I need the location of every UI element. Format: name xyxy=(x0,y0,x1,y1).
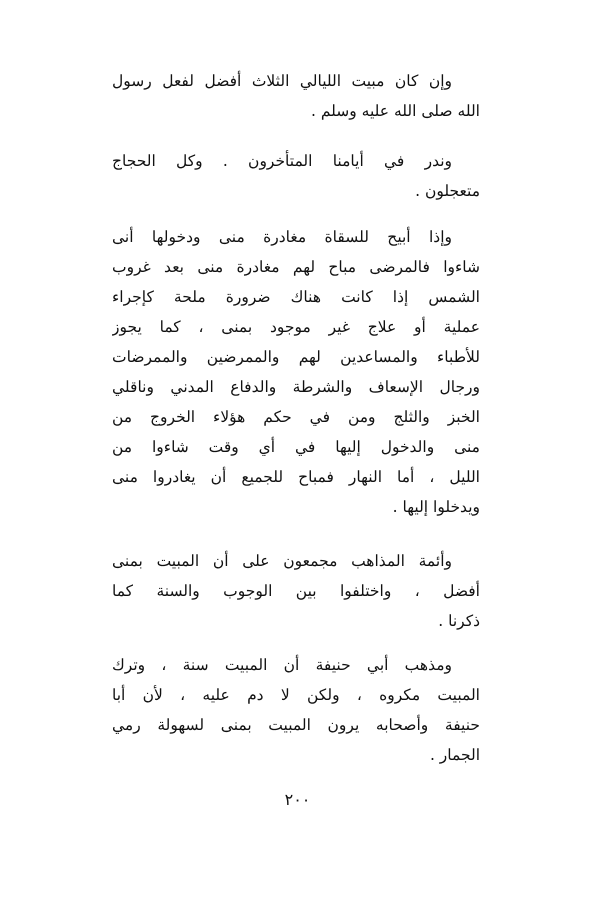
paragraph-line: الخبز والثلج ومن في حكم هؤلاء الخروج من xyxy=(112,408,480,426)
paragraph-line: الجمار . xyxy=(429,746,480,764)
paragraph-line: عملية أو علاج غير موجود بمنى ، كما يجوز xyxy=(112,318,480,336)
page-number: ٢٠٠ xyxy=(284,790,311,809)
paragraph-line: وإن كان مبيت الليالي الثلاث أفضل لفعل رسول xyxy=(112,72,452,90)
paragraph-line: ذكرنا . xyxy=(438,612,480,630)
paragraph-line: ومذهب أبي حنيفة أن المبيت سنة ، وترك xyxy=(112,656,452,674)
paragraph-4 xyxy=(112,546,480,636)
paragraph-line: الله صلى الله عليه وسلم . xyxy=(310,102,480,120)
paragraph-line: أفضل ، واختلفوا بين الوجوب والسنة كما xyxy=(112,582,480,600)
paragraph-line: ويدخلوا إليها . xyxy=(392,498,480,516)
paragraph-line: المبيت مكروه ، ولكن لا دم عليه ، لأن أبا xyxy=(112,686,480,704)
paragraph-line: للأطباء والمساعدين لهم والممرضين والممرضات xyxy=(112,348,480,366)
paragraph-1 xyxy=(112,66,480,126)
paragraph-line: الليل ، أما النهار فمباح للجميع أن يغادروا منى xyxy=(112,468,480,486)
paragraph-2 xyxy=(112,146,480,206)
paragraph-line: الشمس إذا كانت هناك ضرورة ملحة كإجراء xyxy=(112,288,480,306)
paragraph-3 xyxy=(112,222,480,522)
paragraph-line: وإذا أبيح للسقاة مغادرة منى ودخولها أنى xyxy=(112,228,452,246)
paragraph-5 xyxy=(112,650,480,770)
paragraph-line: حنيفة وأصحابه يرون المبيت بمنى لسهولة رمي xyxy=(112,716,480,734)
paragraph-line: شاءوا فالمرضى مباح لهم مغادرة منى بعد غروب xyxy=(112,258,480,276)
paragraph-line: منى والدخول إليها في أي وقت شاءوا من xyxy=(112,438,480,456)
paragraph-line: متعجلون . xyxy=(415,182,480,200)
paragraph-line: وأئمة المذاهب مجمعون على أن المبيت بمنى xyxy=(112,552,452,570)
paragraph-line: ورجال الإسعاف والشرطة والدفاع المدني وناقلي xyxy=(112,378,480,396)
paragraph-line: وندر في أيامنا المتأخرون . وكل الحجاج xyxy=(112,152,452,170)
